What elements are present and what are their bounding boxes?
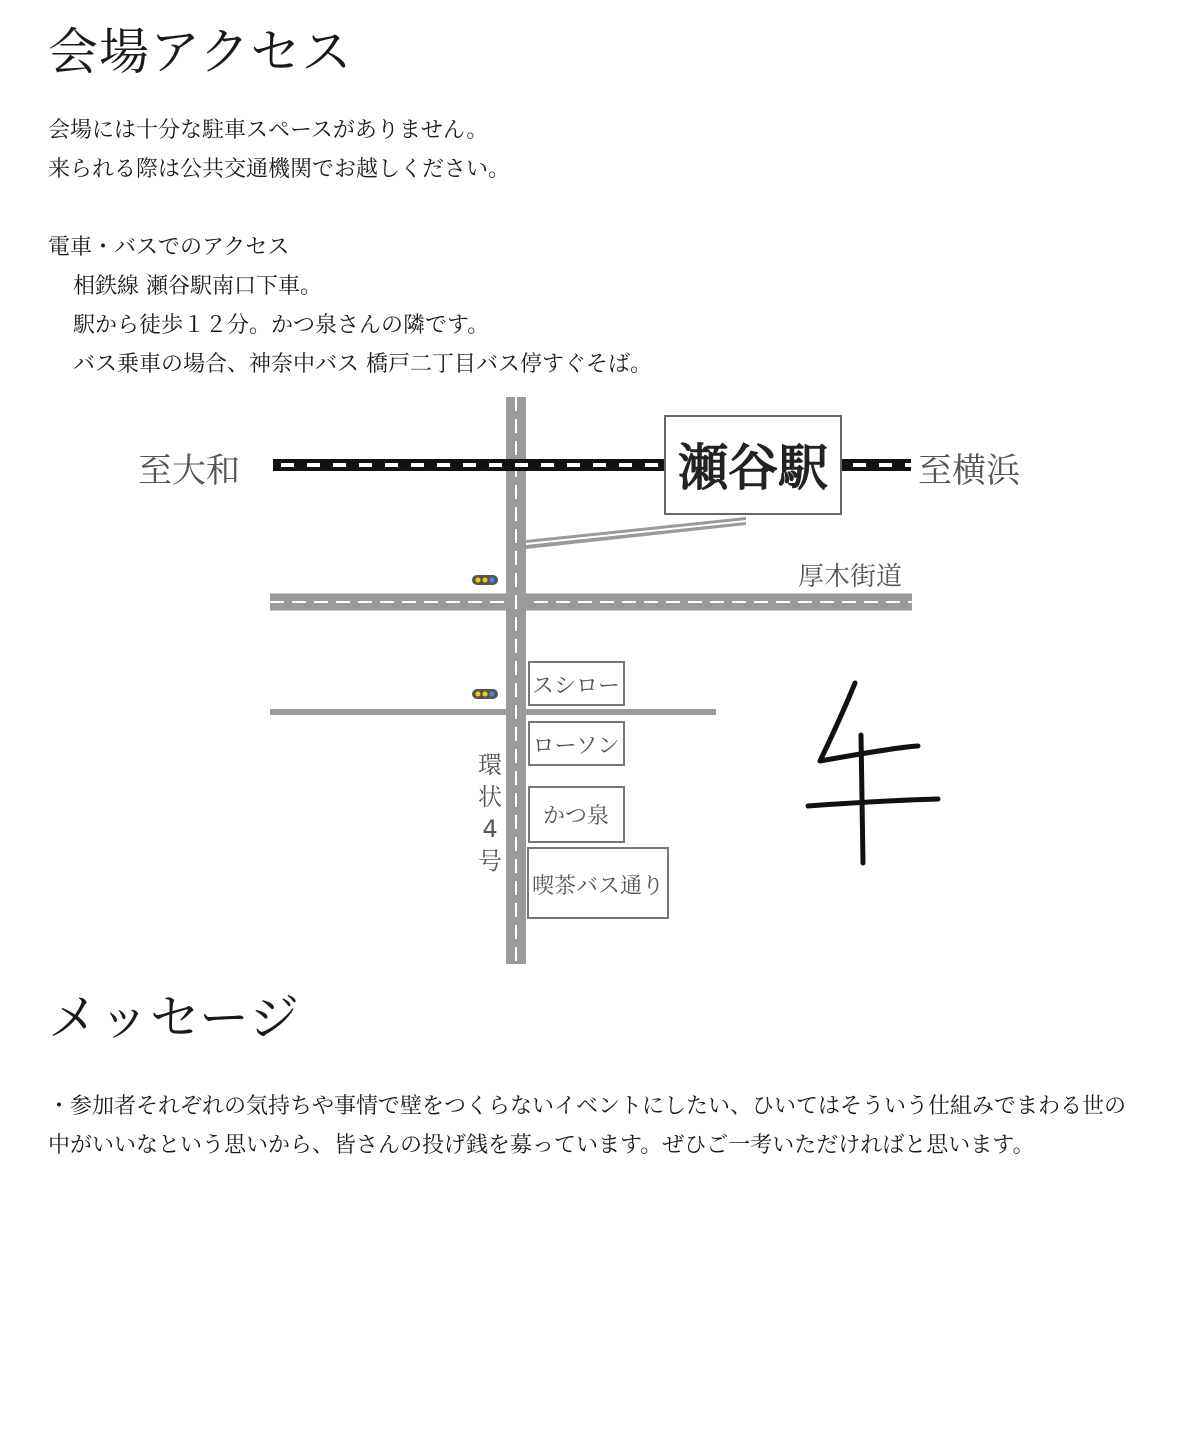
road-vertical-char: 号: [478, 847, 502, 875]
access-map-svg: [130, 395, 1050, 965]
message-body: ・参加者それぞれの気持ちや事情で壁をつくらないイベントにしたい、ひいてはそういう仕組みでまわる世の中がいいなという思いから、皆さんの投げ銭を募っています。ぜひご一考いただければと思います。: [48, 1094, 1127, 1158]
access-title: 会場アクセス: [48, 23, 353, 81]
traffic-signal-icon: [472, 689, 498, 699]
shop-kissa-basu-dori: [528, 848, 668, 918]
transit-line: 駅から徒歩１２分。かつ泉さんの隣です。: [73, 313, 490, 338]
shop-katsusen: [529, 787, 624, 842]
shop-label: スシロー: [531, 674, 621, 699]
road-vertical-char: 環: [478, 751, 502, 779]
road-vertical-label: [478, 751, 502, 875]
access-intro-line: 来られる際は公共交通機関でお越しください。: [48, 157, 511, 182]
shop-sushiro: [529, 662, 624, 705]
transit-line: バス乗車の場合、神奈中バス 橋戸二丁目バス停すぐそば。: [73, 352, 652, 377]
shop-label: かつ泉: [542, 804, 610, 829]
road-vertical-char: 4: [482, 815, 498, 843]
access-intro-line: 会場には十分な駐車スペースがありません。: [48, 118, 489, 143]
station-box: [665, 416, 841, 514]
transit-line: 相鉄線 瀬谷駅南口下車。: [73, 274, 322, 299]
road-vertical-char: 状: [478, 783, 502, 811]
message-title: メッセージ: [48, 989, 300, 1047]
access-intro: [48, 111, 510, 189]
access-map: [130, 395, 1050, 965]
traffic-signal-icon: [472, 575, 498, 585]
shop-lawson: [529, 722, 624, 765]
transit-info: [48, 228, 652, 384]
road-main-label: 厚木街道: [798, 562, 903, 592]
station-path-line: [526, 521, 746, 544]
road-kanjo-4: [506, 397, 526, 964]
station-label: 瀬谷駅: [678, 439, 828, 497]
shop-label: ローソン: [532, 734, 620, 759]
north-arrow-icon: [808, 683, 938, 863]
dest-left-label: 至大和: [138, 451, 240, 491]
dest-right-label: 至横浜: [918, 451, 1020, 491]
shop-label: 喫茶バス通り: [531, 874, 665, 899]
transit-heading: 電車・バスでのアクセス: [48, 235, 290, 260]
